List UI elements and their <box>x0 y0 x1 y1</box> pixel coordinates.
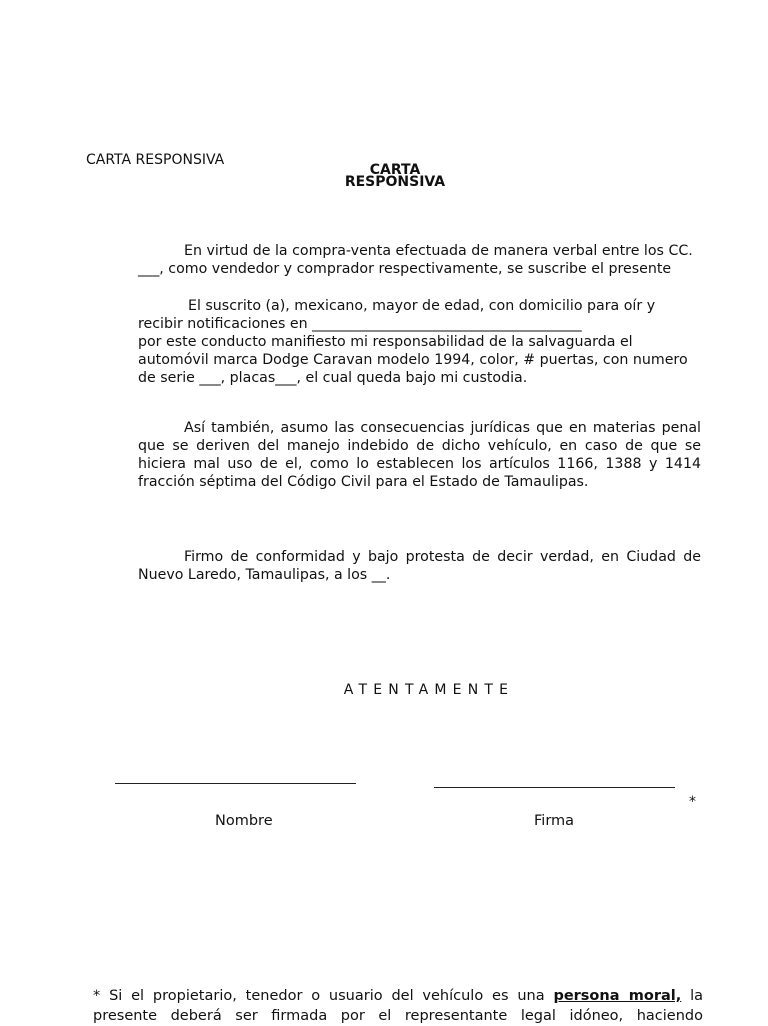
footnote-text-pre: * Si el propietario, tenedor o usuario del vehículo es una <box>93 988 545 1004</box>
footnote <box>93 986 703 1026</box>
header-label: CARTA RESPONSIVA <box>86 152 225 168</box>
declaration-line-2: recibir notificaciones en ______________________________________ <box>138 316 582 332</box>
declaration-rest: por este conducto manifiesto mi responsabilidad de la salvaguarda el automóvil marca Dodge Caravan modelo 1994, color, # puertas, con numero de serie ___, placas___, el cual queda bajo mi custodia. <box>138 334 688 386</box>
paragraph-declaration <box>138 297 701 387</box>
document-title <box>330 164 460 188</box>
title-line-1: CARTA <box>369 162 421 178</box>
footnote-line-2: presente deberá ser firmada por el representante legal idóneo, haciendo <box>93 1008 703 1024</box>
paragraph-signature-statement: Firmo de conformidad y bajo protesta de decir verdad, en Ciudad de Nuevo Laredo, Tamaulipas, a los __. <box>138 549 701 583</box>
signature-line-firma <box>434 787 675 788</box>
signature-line-name <box>115 783 356 784</box>
atentamente-heading: ATENTAMENTE <box>343 682 515 698</box>
signature-label-firma: Firma <box>534 813 575 829</box>
title-line-2: RESPONSIVA <box>344 174 446 190</box>
paragraph-intro: En virtud de la compra-venta efectuada de manera verbal entre los CC. ___, como vendedor y comprador respectivamente, se suscribe el presente <box>138 243 693 277</box>
footnote-line-1 <box>93 986 703 1006</box>
asterisk-mark: * <box>689 794 696 810</box>
declaration-line-1: El suscrito (a), mexicano, mayor de edad, con domicilio para oír y <box>188 298 656 314</box>
paragraph-consequences: Así también, asumo las consecuencias jurídicas que en materias penal que se deriven del manejo indebido de dicho vehículo, en caso de que se hiciera mal uso de el, como lo establecen los artículos 1166, 1388 y 1414 fracción séptima del Código Civil para el Estado de Tamaulipas. <box>138 420 701 490</box>
footnote-text-post: la <box>690 988 704 1004</box>
signature-label-nombre: Nombre <box>215 813 273 829</box>
footnote-persona-moral: persona moral, <box>553 988 682 1004</box>
